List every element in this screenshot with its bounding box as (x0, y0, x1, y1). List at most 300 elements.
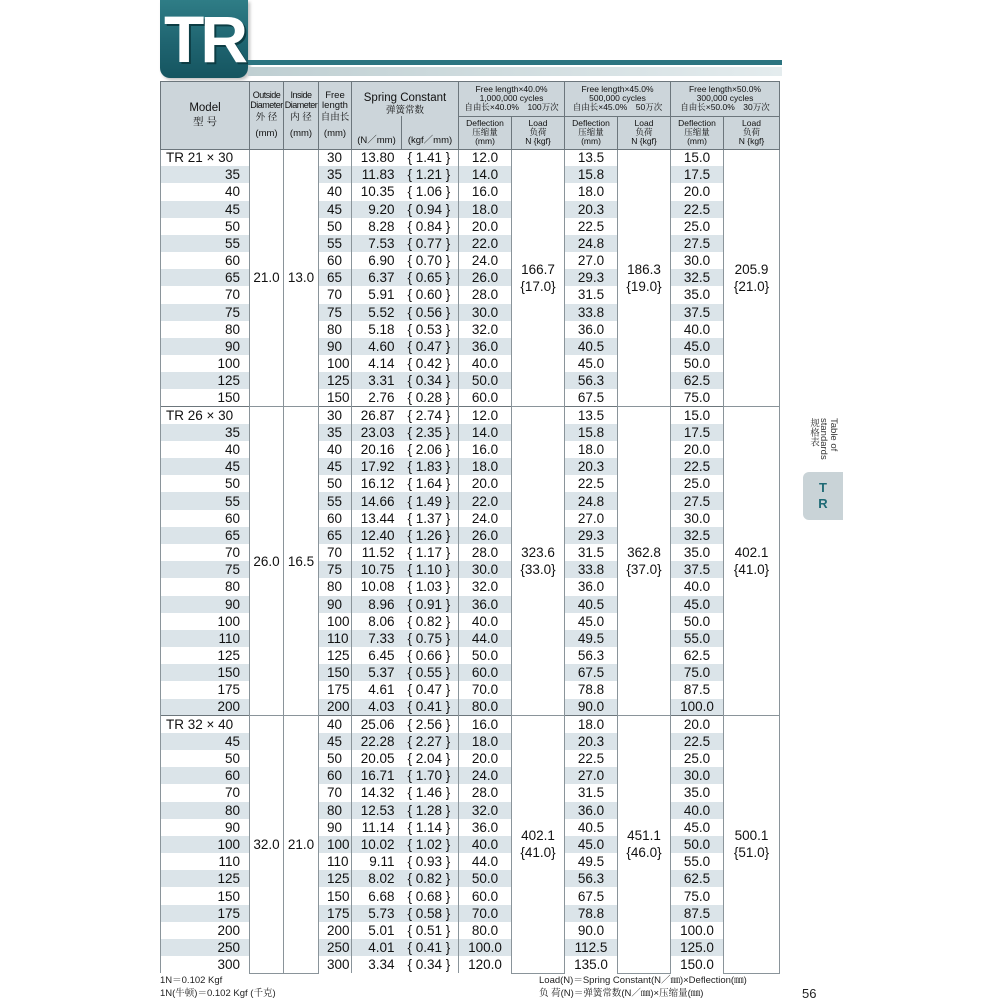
free-length-cell: 35 (319, 166, 352, 183)
deflection-40-cell: 18.0 (459, 458, 512, 475)
load-cn: 负荷 (742, 127, 760, 138)
deflection-40-cell: 60.0 (459, 664, 512, 681)
free-length-cell: 40 (319, 441, 352, 458)
col-group-45 (565, 82, 671, 117)
deflection-45-cell: 78.8 (565, 681, 618, 698)
defl-unit: (mm) (687, 135, 707, 146)
free-length-cell: 65 (319, 269, 352, 286)
col-free-length (319, 82, 352, 150)
g3-line3: 自由长×50.0% 30万次 (680, 102, 770, 113)
free-length-cell: 150 (319, 887, 352, 904)
load-unit: N {kgf} (525, 135, 551, 146)
spring-constant-kgf-cell: { 0.82 } (402, 870, 459, 887)
deflection-40-cell: 30.0 (459, 561, 512, 578)
deflection-45-cell: 90.0 (565, 922, 618, 939)
free-length-cell: 80 (319, 578, 352, 595)
load-unit: N {kgf} (631, 135, 657, 146)
load-cn: 负荷 (529, 127, 547, 138)
model-cell: 175 (161, 681, 250, 698)
free-length-cell: 125 (319, 372, 352, 389)
deflection-40-cell: 40.0 (459, 613, 512, 630)
spring-constant-kgf-cell: { 0.93 } (402, 853, 459, 870)
spring-constant-kgf-cell: { 0.84 } (402, 218, 459, 235)
free-label-en: Free length (322, 90, 348, 112)
deflection-40-cell: 60.0 (459, 389, 512, 406)
free-length-cell: 60 (319, 510, 352, 527)
model-cell: TR 21 × 30 (161, 149, 250, 166)
deflection-50-cell: 37.5 (671, 561, 724, 578)
model-cell: 75 (161, 304, 250, 321)
deflection-40-cell: 16.0 (459, 183, 512, 200)
free-length-cell: 200 (319, 699, 352, 716)
outside-diameter-cell: 32.0 (250, 716, 284, 974)
load-en: Load (742, 118, 761, 129)
deflection-50-cell: 40.0 (671, 321, 724, 338)
deflection-50-cell: 30.0 (671, 767, 724, 784)
spring-constant-kgf-cell: { 0.68 } (402, 887, 459, 904)
free-length-cell: 100 (319, 355, 352, 372)
model-cell: 65 (161, 269, 250, 286)
table-row (161, 407, 780, 424)
spring-constant-kgf-cell: { 0.82 } (402, 613, 459, 630)
deflection-45-cell: 36.0 (565, 802, 618, 819)
spring-constant-kgf-cell: { 0.75 } (402, 630, 459, 647)
load-45-kgf: {46.0} (626, 845, 662, 861)
spring-constant-n-cell: 12.40 (352, 527, 402, 544)
deflection-45-cell: 18.0 (565, 716, 618, 733)
free-length-cell: 175 (319, 905, 352, 922)
model-cell: 35 (161, 166, 250, 183)
model-cell: 75 (161, 561, 250, 578)
spring-constant-kgf-cell: { 0.41 } (402, 699, 459, 716)
col-inside-diameter (284, 82, 319, 150)
table-header (161, 82, 780, 150)
deflection-40-cell: 26.0 (459, 269, 512, 286)
model-cell: 150 (161, 389, 250, 406)
spring-constant-n-cell: 2.76 (352, 389, 402, 406)
deflection-45-cell: 29.3 (565, 527, 618, 544)
spring-constant-n-cell: 12.53 (352, 802, 402, 819)
deflection-50-cell: 125.0 (671, 939, 724, 956)
deflection-45-cell: 20.3 (565, 201, 618, 218)
free-length-cell: 175 (319, 681, 352, 698)
model-cell: 60 (161, 767, 250, 784)
model-cell: 40 (161, 441, 250, 458)
inside-diameter-cell: 21.0 (284, 716, 319, 974)
inside-label-en: Inside Diameter (284, 90, 318, 110)
free-length-cell: 110 (319, 630, 352, 647)
load-40-cell (512, 716, 565, 974)
sc-unit-n (352, 116, 402, 149)
spring-constant-n-cell: 8.28 (352, 218, 402, 235)
deflection-40-cell: 70.0 (459, 681, 512, 698)
free-length-cell: 50 (319, 218, 352, 235)
model-cell: 65 (161, 527, 250, 544)
deflection-40-cell: 70.0 (459, 905, 512, 922)
load-50-kgf: {21.0} (733, 278, 770, 294)
deflection-45-cell: 22.5 (565, 750, 618, 767)
spring-constant-kgf-cell: { 1.03 } (402, 578, 459, 595)
spring-constant-kgf-cell: { 2.27 } (402, 733, 459, 750)
deflection-45-cell: 22.5 (565, 475, 618, 492)
sidebar-tab-text: T R (818, 480, 828, 511)
spring-constant-n-cell: 9.20 (352, 201, 402, 218)
deflection-40-cell: 50.0 (459, 647, 512, 664)
model-cell: 45 (161, 201, 250, 218)
deflection-40-cell: 26.0 (459, 527, 512, 544)
deflection-45-cell: 56.3 (565, 870, 618, 887)
load-50-kgf: {51.0} (733, 845, 770, 861)
header-bar-gradient (248, 67, 782, 76)
col-spring-constant (352, 82, 459, 117)
load-40-cell (512, 407, 565, 716)
deflection-45-cell: 27.0 (565, 252, 618, 269)
sidebar-label-en: Table of standards (818, 418, 839, 460)
deflection-40-cell: 18.0 (459, 201, 512, 218)
model-cell: 50 (161, 218, 250, 235)
deflection-45-cell: 13.5 (565, 149, 618, 166)
load-unit: N {kgf} (738, 135, 765, 146)
model-cell: 45 (161, 733, 250, 750)
deflection-45-cell: 45.0 (565, 355, 618, 372)
model-cell: 110 (161, 630, 250, 647)
deflection-45-cell: 49.5 (565, 853, 618, 870)
inside-unit: (mm) (289, 128, 313, 140)
deflection-40-cell: 32.0 (459, 578, 512, 595)
deflection-45-cell: 33.8 (565, 561, 618, 578)
spring-constant-kgf-cell: { 1.28 } (402, 802, 459, 819)
model-label-cn: 型 号 (193, 116, 217, 129)
deflection-45-cell: 24.8 (565, 235, 618, 252)
free-length-cell: 60 (319, 767, 352, 784)
spring-constant-kgf-cell: { 1.46 } (402, 784, 459, 801)
sidebar-tab-tr[interactable] (803, 472, 843, 520)
spring-constant-kgf-cell: { 0.47 } (402, 338, 459, 355)
deflection-40-cell: 80.0 (459, 699, 512, 716)
g3-deflection-head (671, 116, 724, 149)
load-45-cell (618, 716, 671, 974)
spring-constant-n-cell: 25.06 (352, 716, 402, 733)
g2-line2: 500,000 cycles (589, 93, 646, 104)
spring-constant-n-cell: 6.68 (352, 887, 402, 904)
deflection-45-cell: 36.0 (565, 321, 618, 338)
spring-constant-kgf-cell: { 1.83 } (402, 458, 459, 475)
load-50-kgf: {41.0} (733, 562, 770, 578)
deflection-45-cell: 45.0 (565, 613, 618, 630)
deflection-40-cell: 36.0 (459, 596, 512, 613)
deflection-50-cell: 20.0 (671, 716, 724, 733)
load-45-n: 186.3 (627, 261, 661, 277)
g3-line2: 300,000 cycles (696, 93, 754, 104)
deflection-45-cell: 40.5 (565, 596, 618, 613)
free-length-cell: 70 (319, 784, 352, 801)
spec-table (160, 81, 780, 974)
spring-constant-kgf-cell: { 0.34 } (402, 372, 459, 389)
load-40-kgf: {41.0} (520, 845, 556, 861)
spring-constant-n-cell: 4.01 (352, 939, 402, 956)
deflection-50-cell: 32.5 (671, 269, 724, 286)
g2-line1: Free length×45.0% (581, 84, 654, 95)
deflection-40-cell: 24.0 (459, 767, 512, 784)
spring-constant-n-cell: 4.14 (352, 355, 402, 372)
deflection-50-cell: 37.5 (671, 304, 724, 321)
spring-constant-kgf-cell: { 1.21 } (402, 166, 459, 183)
g3-load-head (724, 116, 780, 149)
deflection-40-cell: 12.0 (459, 407, 512, 424)
deflection-45-cell: 29.3 (565, 269, 618, 286)
defl-unit: (mm) (475, 135, 495, 146)
deflection-45-cell: 67.5 (565, 389, 618, 406)
g3-line1: Free length×50.0% (688, 84, 762, 95)
deflection-40-cell: 80.0 (459, 922, 512, 939)
defl-cn: 压缩量 (578, 127, 604, 138)
spring-constant-n-cell: 10.75 (352, 561, 402, 578)
deflection-50-cell: 87.5 (671, 681, 724, 698)
deflection-40-cell: 60.0 (459, 887, 512, 904)
deflection-50-cell: 35.0 (671, 784, 724, 801)
table-row (161, 716, 780, 733)
spring-constant-n-cell: 10.08 (352, 578, 402, 595)
outside-label-en: Outside Diameter (250, 90, 283, 110)
deflection-40-cell: 18.0 (459, 733, 512, 750)
spring-constant-kgf-cell: { 2.06 } (402, 441, 459, 458)
spring-constant-kgf-cell: { 0.65 } (402, 269, 459, 286)
model-cell: 100 (161, 613, 250, 630)
spring-constant-n-cell: 7.33 (352, 630, 402, 647)
free-length-cell: 80 (319, 802, 352, 819)
free-length-cell: 40 (319, 716, 352, 733)
spring-constant-kgf-cell: { 0.60 } (402, 286, 459, 303)
load-45-n: 451.1 (627, 828, 661, 844)
deflection-40-cell: 24.0 (459, 252, 512, 269)
deflection-50-cell: 27.5 (671, 235, 724, 252)
defl-cn: 压缩量 (684, 127, 710, 138)
model-cell: 80 (161, 321, 250, 338)
deflection-50-cell: 30.0 (671, 510, 724, 527)
load-40-n: 323.6 (521, 545, 555, 561)
spring-constant-n-cell: 4.03 (352, 699, 402, 716)
deflection-45-cell: 112.5 (565, 939, 618, 956)
g1-load-head (512, 116, 565, 149)
deflection-40-cell: 20.0 (459, 475, 512, 492)
deflection-40-cell: 20.0 (459, 750, 512, 767)
deflection-45-cell: 20.3 (565, 458, 618, 475)
deflection-40-cell: 44.0 (459, 853, 512, 870)
deflection-40-cell: 30.0 (459, 304, 512, 321)
page-number: 56 (802, 986, 817, 1001)
spring-constant-n-cell: 11.52 (352, 544, 402, 561)
deflection-40-cell: 32.0 (459, 321, 512, 338)
spring-constant-kgf-cell: { 1.10 } (402, 561, 459, 578)
load-40-kgf: {33.0} (520, 562, 556, 578)
deflection-50-cell: 75.0 (671, 887, 724, 904)
spring-constant-n-cell: 10.35 (352, 183, 402, 200)
spring-constant-n-cell: 6.37 (352, 269, 402, 286)
g1-line1: Free length×40.0% (475, 84, 548, 95)
g1-line2: 1,000,000 cycles (479, 93, 544, 104)
spring-constant-kgf-cell: { 0.58 } (402, 905, 459, 922)
deflection-40-cell: 44.0 (459, 630, 512, 647)
deflection-50-cell: 35.0 (671, 286, 724, 303)
deflection-40-cell: 16.0 (459, 441, 512, 458)
deflection-40-cell: 36.0 (459, 819, 512, 836)
col-group-50 (671, 82, 780, 117)
model-cell: 150 (161, 887, 250, 904)
model-cell: 150 (161, 664, 250, 681)
free-length-cell: 125 (319, 870, 352, 887)
deflection-45-cell: 20.3 (565, 733, 618, 750)
deflection-40-cell: 50.0 (459, 870, 512, 887)
spring-constant-n-cell: 16.12 (352, 475, 402, 492)
deflection-50-cell: 50.0 (671, 355, 724, 372)
spring-constant-n-cell: 5.01 (352, 922, 402, 939)
g2-line3: 自由长×45.0% 50万次 (572, 102, 663, 113)
free-length-cell: 200 (319, 922, 352, 939)
deflection-45-cell: 33.8 (565, 304, 618, 321)
free-length-cell: 125 (319, 647, 352, 664)
load-45-kgf: {37.0} (626, 562, 662, 578)
deflection-50-cell: 22.5 (671, 201, 724, 218)
load-40-n: 402.1 (521, 828, 555, 844)
spring-constant-kgf-cell: { 2.56 } (402, 716, 459, 733)
sc-unit-kgf-text: (kgf／mm) (407, 134, 453, 146)
spring-constant-n-cell: 4.61 (352, 681, 402, 698)
free-length-cell: 90 (319, 596, 352, 613)
spring-constant-n-cell: 5.52 (352, 304, 402, 321)
load-en: Load (634, 118, 654, 129)
spring-constant-n-cell: 8.96 (352, 596, 402, 613)
free-length-cell: 35 (319, 424, 352, 441)
spring-constant-kgf-cell: { 0.55 } (402, 664, 459, 681)
model-cell: 90 (161, 819, 250, 836)
spring-constant-n-cell: 16.71 (352, 767, 402, 784)
load-cn: 负荷 (635, 127, 653, 138)
deflection-50-cell: 45.0 (671, 596, 724, 613)
model-cell: 125 (161, 647, 250, 664)
deflection-50-cell: 32.5 (671, 527, 724, 544)
g2-load-head (618, 116, 671, 149)
spring-constant-n-cell: 5.91 (352, 286, 402, 303)
model-cell: 100 (161, 836, 250, 853)
deflection-45-cell: 15.8 (565, 166, 618, 183)
sc-unit-n-text: (N／mm) (357, 134, 396, 146)
sc-unit-kgf (402, 116, 459, 149)
deflection-40-cell: 120.0 (459, 956, 512, 973)
spring-constant-n-cell: 11.83 (352, 166, 402, 183)
deflection-50-cell: 35.0 (671, 544, 724, 561)
free-length-cell: 90 (319, 819, 352, 836)
model-cell: 55 (161, 235, 250, 252)
free-length-cell: 65 (319, 527, 352, 544)
defl-en: Deflection (466, 118, 504, 129)
header-bar (248, 60, 782, 65)
spring-constant-n-cell: 20.05 (352, 750, 402, 767)
free-length-cell: 50 (319, 475, 352, 492)
deflection-40-cell: 14.0 (459, 166, 512, 183)
deflection-50-cell: 25.0 (671, 750, 724, 767)
model-cell: 125 (161, 372, 250, 389)
deflection-50-cell: 50.0 (671, 613, 724, 630)
deflection-40-cell: 40.0 (459, 355, 512, 372)
spring-constant-kgf-cell: { 2.35 } (402, 424, 459, 441)
deflection-45-cell: 49.5 (565, 630, 618, 647)
deflection-50-cell: 75.0 (671, 389, 724, 406)
outside-unit: (mm) (255, 128, 278, 140)
model-cell: 250 (161, 939, 250, 956)
deflection-40-cell: 20.0 (459, 218, 512, 235)
free-length-cell: 110 (319, 853, 352, 870)
sc-label-cn: 弹簧常数 (385, 105, 424, 117)
free-length-cell: 55 (319, 492, 352, 509)
inside-label-cn: 内 径 (290, 112, 312, 124)
deflection-50-cell: 25.0 (671, 475, 724, 492)
model-cell: 70 (161, 544, 250, 561)
logo-text: TR (164, 2, 244, 76)
free-length-cell: 90 (319, 338, 352, 355)
spring-constant-kgf-cell: { 0.66 } (402, 647, 459, 664)
deflection-40-cell: 28.0 (459, 286, 512, 303)
deflection-50-cell: 25.0 (671, 218, 724, 235)
free-length-cell: 50 (319, 750, 352, 767)
free-length-cell: 75 (319, 561, 352, 578)
spring-constant-n-cell: 14.66 (352, 492, 402, 509)
deflection-45-cell: 45.0 (565, 836, 618, 853)
load-50-n: 500.1 (734, 828, 769, 844)
defl-en: Deflection (678, 118, 716, 129)
deflection-40-cell: 36.0 (459, 338, 512, 355)
deflection-45-cell: 40.5 (565, 819, 618, 836)
spring-constant-n-cell: 10.02 (352, 836, 402, 853)
model-cell: 100 (161, 355, 250, 372)
deflection-50-cell: 55.0 (671, 853, 724, 870)
deflection-45-cell: 90.0 (565, 699, 618, 716)
model-label-en: Model (189, 102, 221, 115)
deflection-50-cell: 62.5 (671, 647, 724, 664)
load-50-n: 205.9 (734, 261, 769, 277)
model-cell: 110 (161, 853, 250, 870)
deflection-50-cell: 27.5 (671, 492, 724, 509)
deflection-50-cell: 45.0 (671, 819, 724, 836)
spring-constant-n-cell: 8.06 (352, 613, 402, 630)
free-length-cell: 100 (319, 613, 352, 630)
spring-constant-n-cell: 3.34 (352, 956, 402, 973)
free-length-cell: 70 (319, 286, 352, 303)
deflection-50-cell: 100.0 (671, 699, 724, 716)
deflection-45-cell: 22.5 (565, 218, 618, 235)
spring-constant-n-cell: 14.32 (352, 784, 402, 801)
spring-constant-kgf-cell: { 0.53 } (402, 321, 459, 338)
load-50-n: 402.1 (734, 545, 769, 561)
model-cell: 40 (161, 183, 250, 200)
model-cell: 70 (161, 286, 250, 303)
model-cell: 300 (161, 956, 250, 973)
spring-constant-kgf-cell: { 1.17 } (402, 544, 459, 561)
spring-constant-kgf-cell: { 0.34 } (402, 956, 459, 973)
free-length-cell: 100 (319, 836, 352, 853)
model-cell: 200 (161, 699, 250, 716)
free-length-cell: 55 (319, 235, 352, 252)
free-length-cell: 75 (319, 304, 352, 321)
spring-constant-n-cell: 8.02 (352, 870, 402, 887)
spring-constant-n-cell: 6.45 (352, 647, 402, 664)
deflection-50-cell: 45.0 (671, 338, 724, 355)
free-length-cell: 250 (319, 939, 352, 956)
deflection-50-cell: 50.0 (671, 836, 724, 853)
deflection-45-cell: 56.3 (565, 647, 618, 664)
load-40-cell (512, 149, 565, 407)
defl-en: Deflection (572, 118, 610, 129)
deflection-50-cell: 20.0 (671, 441, 724, 458)
